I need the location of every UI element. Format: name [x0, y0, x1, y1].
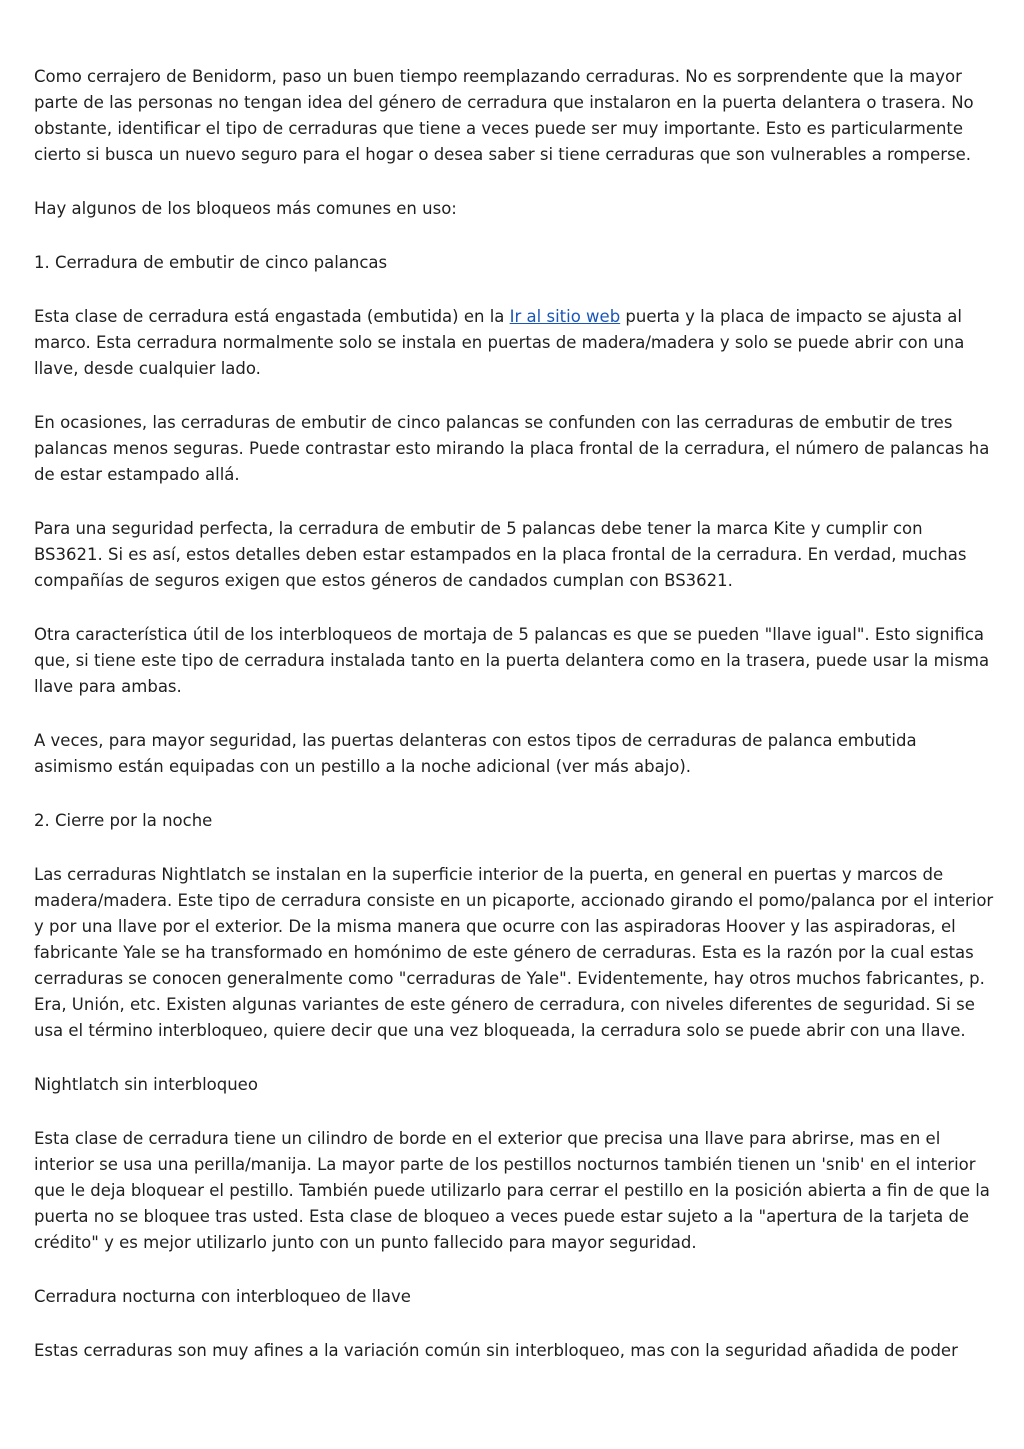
mortice-description-paragraph: [34, 304, 994, 382]
extra-nightlatch-paragraph: A veces, para mayor seguridad, las puertas delanteras con estos tipos de cerraduras de palanca embutida asimismo están equipadas con un pestillo a la noche adicional (ver más abajo).: [34, 731, 917, 776]
nightlatch-description-paragraph: Las cerraduras Nightlatch se instalan en la superficie interior de la puerta, en general en puertas y marcos de madera/madera. Este tipo de cerradura consiste en un picaporte, accionado girando el pomo/palanca por el interior y por una llave por el exterior. De la misma manera que ocurre con las aspiradoras Hoover y las aspiradoras, el fabricante Yale se ha transformado en homónimo de este género de cerraduras. Esta es la razón por la cual estas cerraduras se conocen generalmente como "cerraduras de Yale". Evidentemente, hay otros muchos fabricantes, p. Era, Unión, etc. Existen algunas variantes de este género de cerradura, con niveles diferentes de seguridad. Si se usa el término interbloqueo, quiere decir que una vez bloqueada, la cerradura solo se puede abrir con una llave.: [34, 865, 994, 1040]
kite-mark-paragraph: Para una seguridad perfecta, la cerradura de embutir de 5 palancas debe tener la marca Kite y cumplir con BS3621. Si es así, estos detalles deben estar estampados en la placa frontal de la cerradura. En verdad, muchas compañías de seguros exigen que estos géneros de candados cumplan con BS3621.: [34, 519, 967, 590]
document-body: [34, 64, 994, 1392]
key-deadlocking-paragraph: Estas cerraduras son muy afines a la variación común sin interbloqueo, mas con la seguridad añadida de poder: [34, 1341, 958, 1360]
subheading-non-deadlocking: Nightlatch sin interbloqueo: [34, 1075, 258, 1094]
subheading-key-deadlocking: Cerradura nocturna con interbloqueo de llave: [34, 1287, 411, 1306]
section-heading-nightlatch: 2. Cierre por la noche: [34, 811, 213, 830]
section-heading-five-lever-mortice: 1. Cerradura de embutir de cinco palancas: [34, 253, 388, 272]
intro-paragraph: Como cerrajero de Benidorm, paso un buen tiempo reemplazando cerraduras. No es sorprendente que la mayor parte de las personas no tengan idea del género de cerradura que instalaron en la puerta delantera o trasera. No obstante, identificar el tipo de cerraduras que tiene a veces puede ser muy importante. Esto es particularmente cierto si busca un nuevo seguro para el hogar o desea saber si tiene cerraduras que son vulnerables a romperse.: [34, 67, 974, 164]
mortice-text-after-link: puerta y la placa de impacto se ajusta al marco. Esta cerradura normalmente solo se instala en puertas de madera/madera y solo se puede abrir con una llave, desde cualquier lado.: [34, 307, 965, 378]
website-link[interactable]: Ir al sitio web: [509, 307, 621, 326]
three-lever-confusion-paragraph: En ocasiones, las cerraduras de embutir de cinco palancas se confunden con las cerraduras de embutir de tres palancas menos seguras. Puede contrastar esto mirando la placa frontal de la cerradura, el número de palancas ha de estar estampado allá.: [34, 413, 990, 484]
non-deadlocking-paragraph: Esta clase de cerradura tiene un cilindro de borde en el exterior que precisa una llave para abrirse, mas en el interior se usa una perilla/manija. La mayor parte de los pestillos nocturnos también tienen un 'snib' en el interior que le deja bloquear el pestillo. También puede utilizarlo para cerrar el pestillo en la posición abierta a fin de que la puerta no se bloquee tras usted. Esta clase de bloqueo a veces puede estar sujeto a la "apertura de la tarjeta de crédito" y es mejor utilizarlo junto con un punto fallecido para mayor seguridad.: [34, 1129, 990, 1252]
mortice-text-before-link: Esta clase de cerradura está engastada (embutida) en la: [34, 307, 510, 326]
keyed-alike-paragraph: Otra característica útil de los interbloqueos de mortaja de 5 palancas es que se pueden "llave igual". Esto significa que, si tiene este tipo de cerradura instalada tanto en la puerta delantera como en la trasera, puede usar la misma llave para ambas.: [34, 625, 990, 696]
common-locks-intro: Hay algunos de los bloqueos más comunes en uso:: [34, 199, 457, 218]
